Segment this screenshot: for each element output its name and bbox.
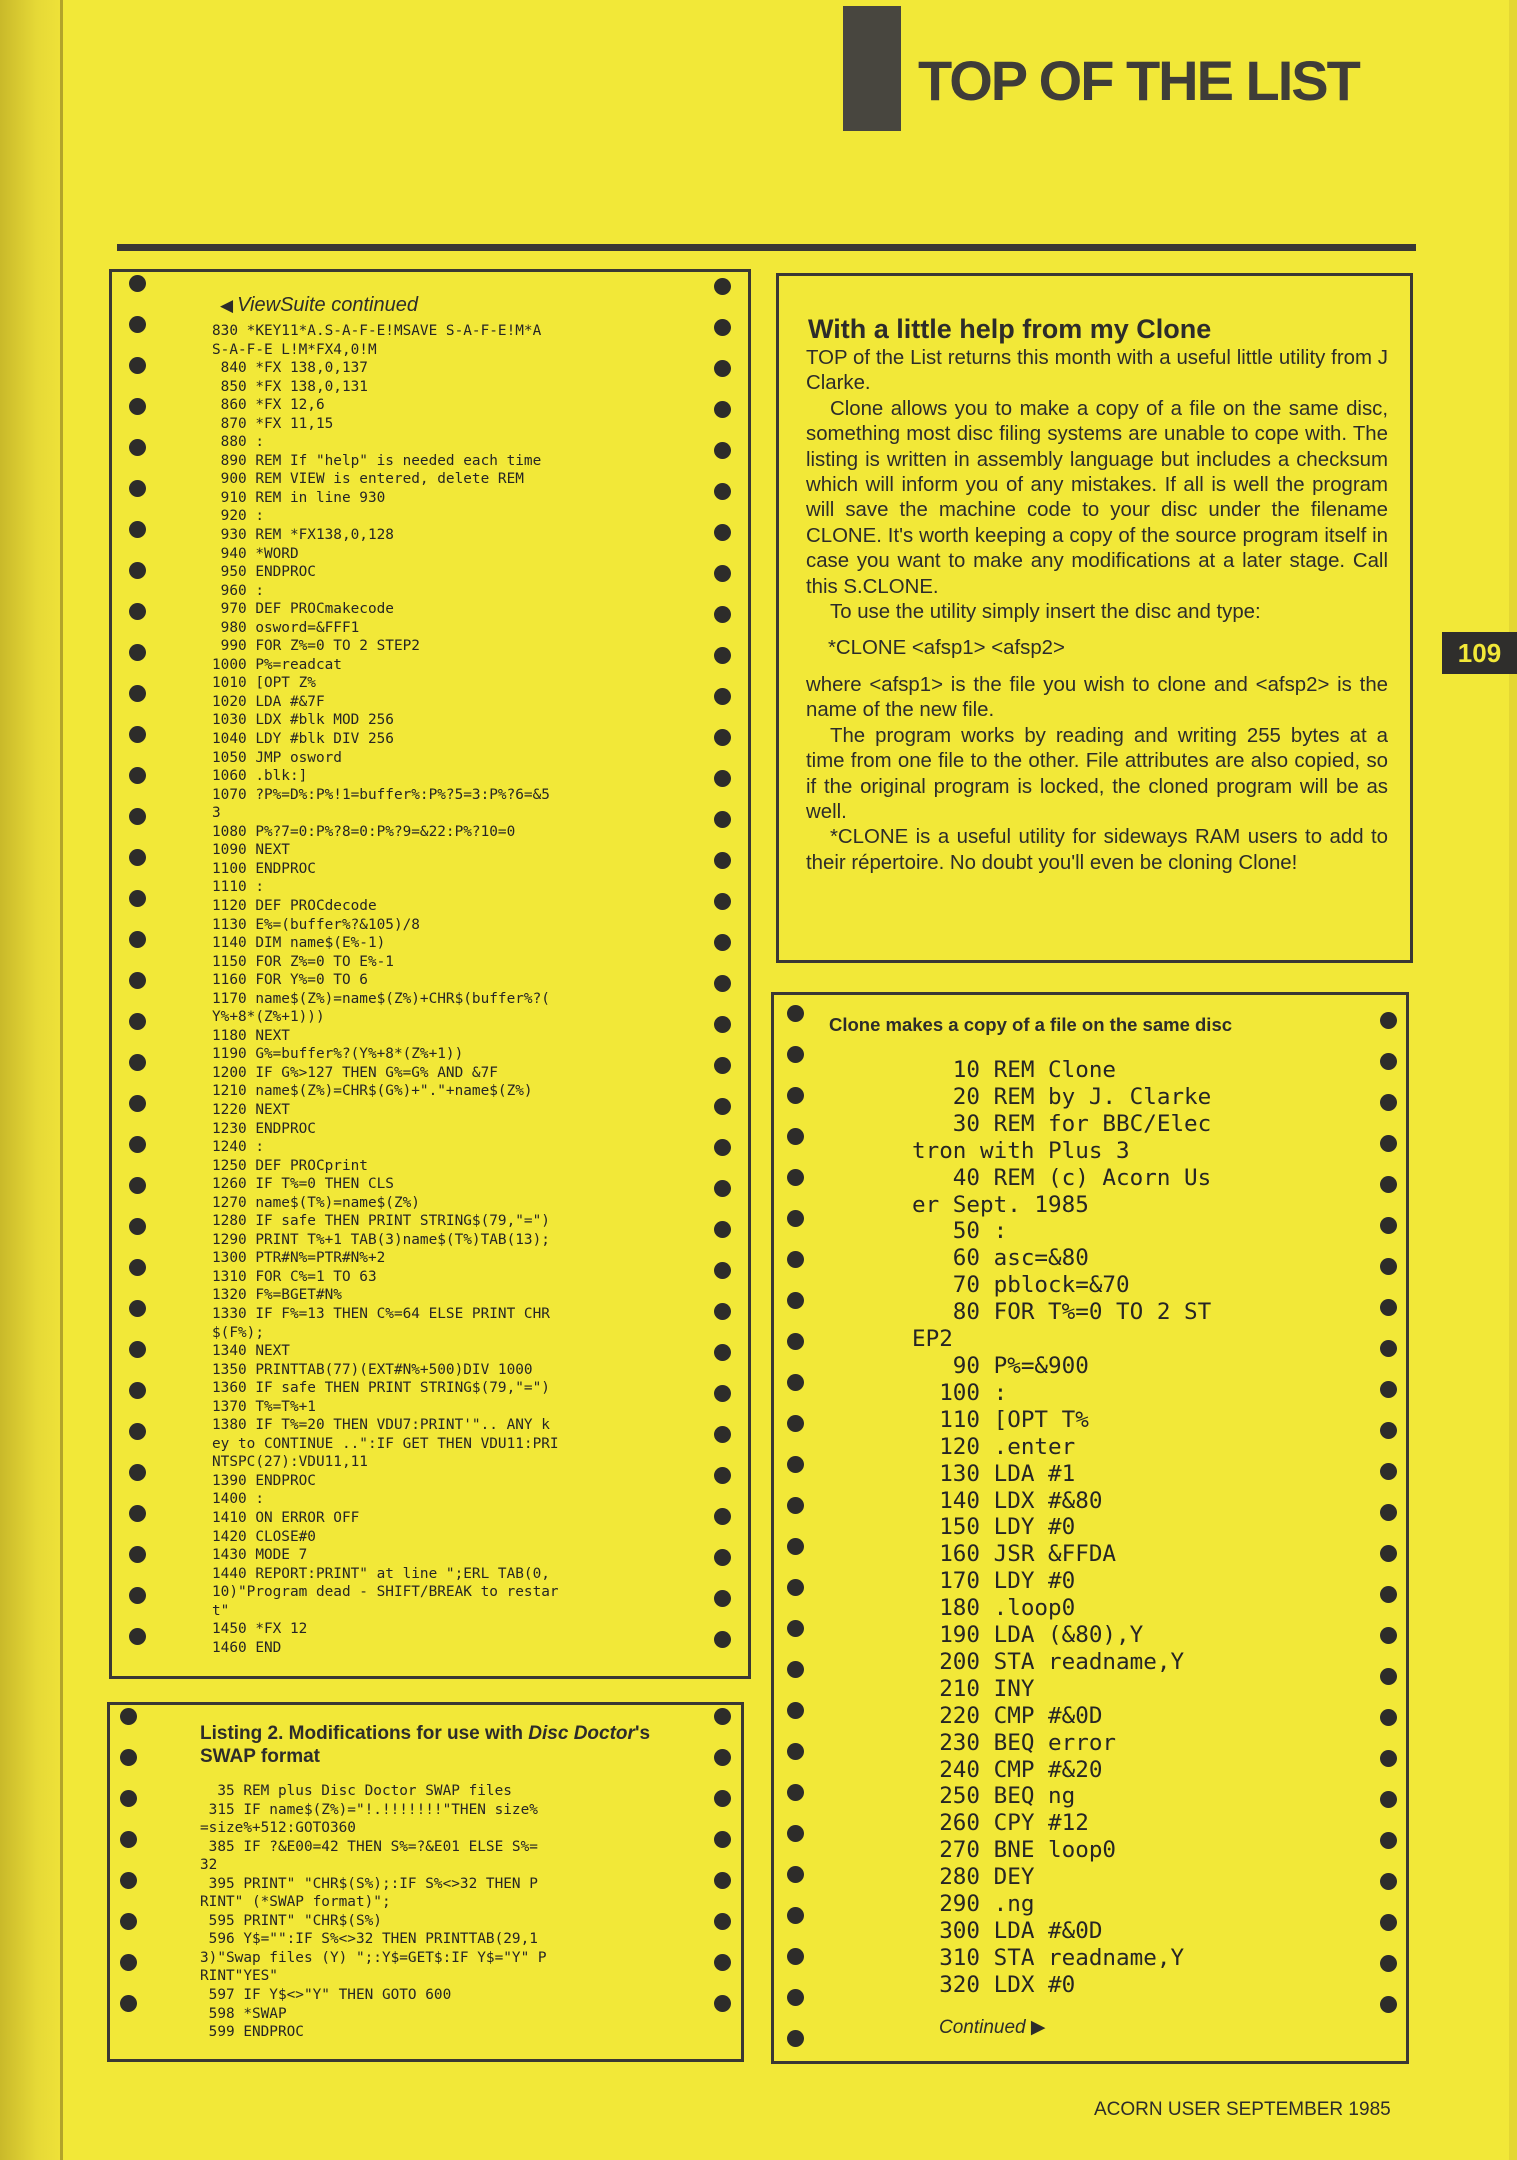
binder-hole: [1380, 1586, 1397, 1603]
binder-hole: [787, 1743, 804, 1760]
binder-hole: [714, 1954, 731, 1971]
binder-hole: [714, 1549, 731, 1566]
binder-hole: [714, 1180, 731, 1197]
binder-hole: [120, 1954, 137, 1971]
binder-hole: [787, 1825, 804, 1842]
binder-hole: [120, 1708, 137, 1725]
binder-hole: [1380, 1463, 1397, 1480]
binder-hole: [129, 1464, 146, 1481]
listing3-code: 10 REM Clone 20 REM by J. Clarke 30 REM for BBC/Elec tron with Plus 3 40 REM (c) Acorn Us er Sept. 1985 50 : 60 asc=&80 70 pblock=&70 80 FOR T%=0 TO 2 ST EP2 90 P%=&900 100 : 110 [OPT T% 120 .enter 130 LDA #1 140 LDX #&80 150 LDY #0 160 JSR &FFDA 170 LDY #0 180 .loop0 190 LDA (&80),Y 200 STA readname,Y 210 INY 220 CMP #&0D 230 BEQ error 240 CMP #&20 250 BEQ ng 260 CPY #12 270 BNE loop0 280 DEY 290 .ng 300 LDA #&0D 310 STA readname,Y 320 LDX #0: [912, 1057, 1212, 1998]
binder-hole: [714, 1831, 731, 1848]
binder-hole: [714, 401, 731, 418]
binder-hole: [787, 1948, 804, 1965]
binder-hole: [120, 1913, 137, 1930]
binder-hole: [714, 688, 731, 705]
binder-hole: [714, 1590, 731, 1607]
binder-hole: [129, 521, 146, 538]
binder-hole: [1380, 1135, 1397, 1152]
binder-hole: [129, 644, 146, 661]
binder-hole: [120, 1790, 137, 1807]
binder-hole: [129, 1587, 146, 1604]
binder-hole: [1380, 1053, 1397, 1070]
binder-hole: [1380, 1258, 1397, 1275]
binder-hole: [129, 1136, 146, 1153]
right-arrow-icon: ▶: [1030, 2017, 1046, 2038]
binder-hole: [714, 606, 731, 623]
binder-hole: [787, 2030, 804, 2047]
binder-hole: [714, 1749, 731, 1766]
binder-hole: [787, 1415, 804, 1432]
binder-hole: [714, 1344, 731, 1361]
continued-text: Continued: [939, 2017, 1026, 2038]
binder-hole: [1380, 1012, 1397, 1029]
binder-hole: [714, 1995, 731, 2012]
article-paragraph: The program works by reading and writing 255 bytes at a time from one file to the other. File attributes are also copied, so if the original program is locked, the cloned program will be as well.: [806, 724, 1388, 823]
article-body: [806, 346, 1388, 876]
binder-hole: [129, 849, 146, 866]
binder-hole: [129, 726, 146, 743]
article-paragraph: Clone allows you to make a copy of a file on the same disc, something most disc filing systems are unable to cope with. The listing is written in assembly language but includes a checksum which will inform you of any mistakes. If all is well the program will save the machine code to your disc under the filename CLONE. It's worth keeping a copy of the source program itself in case you want to make any modifications at a later stage. Call this S.CLONE.: [806, 397, 1388, 598]
binder-hole: [1380, 1955, 1397, 1972]
binder-hole: [129, 1218, 146, 1235]
binder-hole: [714, 442, 731, 459]
binder-hole: [129, 931, 146, 948]
binder-hole: [129, 1300, 146, 1317]
binder-hole: [714, 1631, 731, 1648]
binder-hole: [714, 975, 731, 992]
binder-hole: [787, 1907, 804, 1924]
binder-hole: [714, 1139, 731, 1156]
binder-hole: [1380, 1996, 1397, 2013]
binder-hole: [129, 890, 146, 907]
listing3-title: Clone makes a copy of a file on the same disc: [829, 1014, 1233, 1035]
binder-hole: [714, 811, 731, 828]
binder-hole: [129, 562, 146, 579]
binder-hole: [129, 316, 146, 333]
binder-hole: [714, 1426, 731, 1443]
binder-hole: [1380, 1873, 1397, 1890]
binder-hole: [787, 1333, 804, 1350]
binder-hole: [787, 1046, 804, 1063]
binder-hole: [787, 1210, 804, 1227]
binder-hole: [714, 852, 731, 869]
binder-hole: [787, 1128, 804, 1145]
listing1-heading-text: ViewSuite continued: [237, 294, 418, 316]
binder-hole: [129, 1177, 146, 1194]
article-title: With a little help from my Clone: [808, 314, 1212, 344]
binder-hole: [787, 1169, 804, 1186]
binder-hole: [787, 1251, 804, 1268]
listing2-title-text: Listing 2. Modifications for use with: [200, 1723, 529, 1744]
page-edge: [1509, 0, 1517, 2160]
binder-hole: [129, 275, 146, 292]
binder-hole: [714, 934, 731, 951]
binder-hole: [714, 1790, 731, 1807]
binder-hole: [714, 524, 731, 541]
binder-hole: [1380, 1545, 1397, 1562]
binder-hole: [787, 1456, 804, 1473]
binder-hole: [714, 278, 731, 295]
header-rule: [117, 244, 1416, 251]
binder-hole: [1380, 1094, 1397, 1111]
binder-hole: [129, 1423, 146, 1440]
binder-hole: [714, 770, 731, 787]
article-paragraph: To use the utility simply insert the disc and type:: [830, 601, 1261, 624]
binder-hole: [1380, 1832, 1397, 1849]
binder-hole: [1380, 1176, 1397, 1193]
page-gutter: [0, 0, 62, 2160]
binder-hole: [714, 1467, 731, 1484]
binder-hole: [129, 1095, 146, 1112]
binder-hole: [1380, 1299, 1397, 1316]
binder-hole: [787, 1374, 804, 1391]
binder-hole: [129, 808, 146, 825]
article-paragraph: TOP of the List returns this month with a useful little utility from J Clarke.: [806, 347, 1388, 395]
binder-hole: [129, 1628, 146, 1645]
binder-hole: [1380, 1668, 1397, 1685]
left-arrow-icon: ◀: [220, 296, 234, 315]
binder-hole: [129, 398, 146, 415]
binder-hole: [787, 1579, 804, 1596]
binder-hole: [714, 1385, 731, 1402]
binder-hole: [1380, 1791, 1397, 1808]
binder-hole: [1380, 1340, 1397, 1357]
binder-hole: [120, 1831, 137, 1848]
binder-hole: [787, 1866, 804, 1883]
binder-hole: [129, 439, 146, 456]
binder-hole: [714, 647, 731, 664]
article-paragraph: where <afsp1> is the file you wish to clone and <afsp2> is the name of the new file.: [806, 673, 1388, 722]
binder-hole: [714, 1872, 731, 1889]
listing2-title: [200, 1722, 700, 1768]
binder-hole: [1380, 1750, 1397, 1767]
gutter-line: [60, 0, 63, 2160]
binder-hole: [129, 1054, 146, 1071]
binder-hole: [129, 357, 146, 374]
binder-hole: [714, 729, 731, 746]
continued-label: [939, 2016, 1046, 2039]
binder-hole: [787, 1661, 804, 1678]
binder-hole: [714, 1708, 731, 1725]
binder-hole: [714, 1221, 731, 1238]
binder-hole: [787, 1292, 804, 1309]
binder-hole: [120, 1749, 137, 1766]
binder-hole: [714, 319, 731, 336]
binder-hole: [120, 1872, 137, 1889]
binder-hole: [129, 1013, 146, 1030]
binder-hole: [787, 1005, 804, 1022]
binder-hole: [787, 1497, 804, 1514]
binder-hole: [129, 767, 146, 784]
listing2-code: 35 REM plus Disc Doctor SWAP files 315 IF name$(Z%)="!.!!!!!!!"THEN size% =size%+512:GOTO360 385 IF ?&E00=42 THEN S%=?&E01 ELSE S%= 32 395 PRINT" "CHR$(S%);:IF S%<>32 THEN P RINT" (*SWAP format)"; 595 PRINT" "CHR$(S%) 596 Y$="":IF S%<>32 THEN PRINTTAB(29,1 3)"Swap files (Y) ";:Y$=GET$:IF Y$="Y" P RINT"YES" 597 IF Y$<>"Y" THEN GOTO 600 598 *SWAP 599 ENDPROC: [200, 1783, 547, 2041]
binder-hole: [120, 1995, 137, 2012]
binder-hole: [1380, 1381, 1397, 1398]
binder-hole: [787, 1784, 804, 1801]
binder-hole: [129, 972, 146, 989]
binder-hole: [1380, 1504, 1397, 1521]
binder-hole: [787, 1620, 804, 1637]
listing2-title-tail: 's SWAP format: [200, 1723, 651, 1767]
binder-hole: [787, 1087, 804, 1104]
binder-hole: [714, 565, 731, 582]
binder-hole: [129, 685, 146, 702]
binder-hole: [714, 1508, 731, 1525]
binder-hole: [129, 1546, 146, 1563]
section-title: TOP OF THE LIST: [918, 49, 1359, 112]
binder-hole: [1380, 1914, 1397, 1931]
binder-hole: [129, 1382, 146, 1399]
binder-hole: [714, 893, 731, 910]
binder-hole: [129, 1505, 146, 1522]
article-paragraph: *CLONE is a useful utility for sideways RAM users to add to their répertoire. No doubt you'll even be cloning Clone!: [806, 826, 1388, 874]
binder-hole: [714, 360, 731, 377]
header-block: [843, 6, 901, 131]
listing2-title-italic: Disc Doctor: [528, 1723, 635, 1744]
binder-hole: [714, 1057, 731, 1074]
binder-hole: [714, 1016, 731, 1033]
binder-hole: [714, 1303, 731, 1320]
binder-hole: [787, 1538, 804, 1555]
binder-hole: [129, 480, 146, 497]
binder-hole: [1380, 1627, 1397, 1644]
binder-hole: [129, 1341, 146, 1358]
binder-hole: [1380, 1422, 1397, 1439]
binder-hole: [714, 1098, 731, 1115]
listing1-code: 830 *KEY11*A.S-A-F-E!MSAVE S-A-F-E!M*A S-A-F-E L!M*FX4,0!M 840 *FX 138,0,137 850 *FX 138,0,131 860 *FX 12,6 870 *FX 11,15 880 : 890 REM If "help" is needed each time 900 REM VIEW is entered, delete REM 910 REM in line 930 920 : 930 REM *FX138,0,128 940 *WORD 950 ENDPROC 960 : 970 DEF PROCmakecode 980 osword=&FFF1 990 FOR Z%=0 TO 2 STEP2 1000 P%=readcat 1010 [OPT Z% 1020 LDA #&7F 1030 LDX #blk MOD 256 1040 LDY #blk DIV 256 1050 JMP osword 1060 .blk:] 1070 ?P%=D%:P%!1=buffer%:P%?5=3:P%?6=&5 3 1080 P%?7=0:P%?8=0:P%?9=&22:P%?10=0 1090 NEXT 1100 ENDPROC 1110 : 1120 DEF PROCdecode 1130 E%=(buffer%?&105)/8 1140 DIM name$(E%-1) 1150 FOR Z%=0 TO E%-1 1160 FOR Y%=0 TO 6 1170 name$(Z%)=name$(Z%)+CHR$(buffer%?( Y%+8*(Z%+1))) 1180 NEXT 1190 G%=buffer%?(Y%+8*(Z%+1)) 1200 IF G%>127 THEN G%=G% AND &7F 1210 name$(Z%)=CHR$(G%)+"."+name$(Z%) 1220 NEXT 1230 ENDPROC 1240 : 1250 DEF PROCprint 1260 IF T%=0 THEN CLS 1270 name$(T%)=name$(Z%) 1280 IF safe THEN PRINT STRING$(79,"=") 1290 PRINT T%+1 TAB(3)name$(T%)TAB(13); 1300 PTR#N%=PTR#N%+2 1310 FOR C%=1 TO 63 1320 F%=BGET#N% 1330 IF F%=13 THEN C%=64 ELSE PRINT CHR $(F%); 1340 NEXT 1350 PRINTTAB(77)(EXT#N%+500)DIV 1000 1360 IF safe THEN PRINT STRING$(79,"=") 1370 T%=T%+1 1380 IF T%=20 THEN VDU7:PRINT'".. ANY k ey to CONTINUE ..":IF GET THEN VDU11:PRI NTSPC(27):VDU11,11 1390 ENDPROC 1400 : 1410 ON ERROR OFF 1420 CLOSE#0 1430 MODE 7 1440 REPORT:PRINT" at line ";ERL TAB(0, 10)"Program dead - SHIFT/BREAK to restar t" 1450 *FX 12 1460 END: [212, 323, 559, 1656]
binder-hole: [714, 483, 731, 500]
page-number-tab: 109: [1442, 632, 1517, 674]
binder-hole: [1380, 1217, 1397, 1234]
binder-hole: [1380, 1709, 1397, 1726]
page-footer: ACORN USER SEPTEMBER 1985: [1094, 2099, 1391, 2120]
binder-hole: [714, 1913, 731, 1930]
binder-hole: [787, 1702, 804, 1719]
binder-hole: [787, 1989, 804, 2006]
binder-hole: [714, 1262, 731, 1279]
article-command: *CLONE <afsp1> <afsp2>: [828, 637, 1065, 660]
binder-hole: [129, 603, 146, 620]
listing1-heading: [220, 294, 418, 317]
binder-hole: [129, 1259, 146, 1276]
